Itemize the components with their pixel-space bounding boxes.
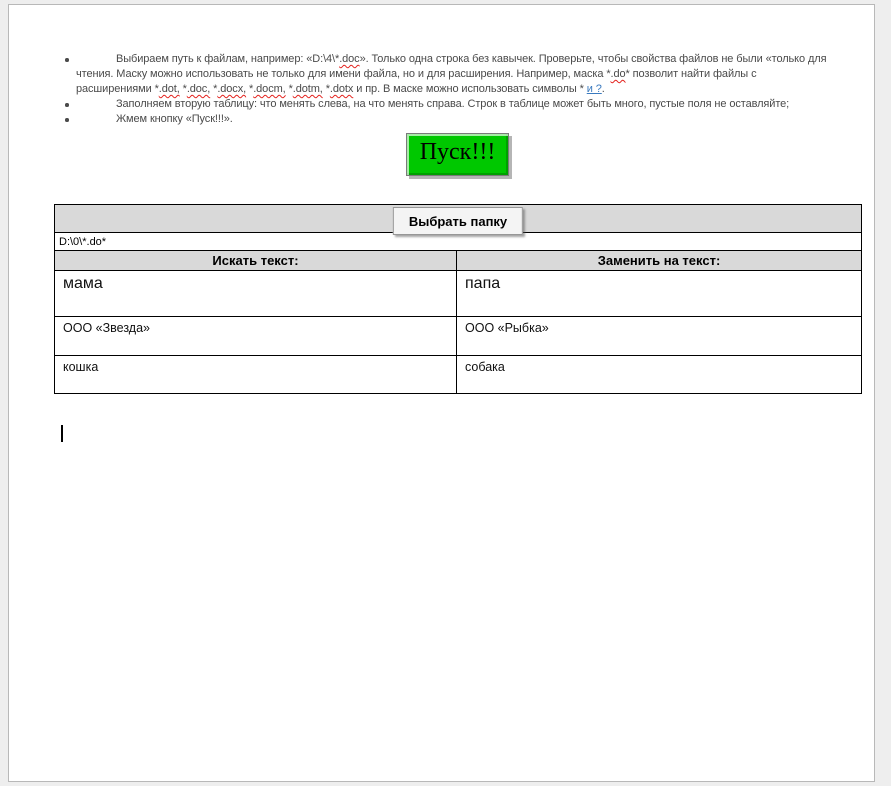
search-text-cell[interactable]: мама [55, 271, 457, 317]
text-cursor [61, 425, 63, 442]
spellcheck-word: .dotx [329, 83, 354, 95]
search-text-cell[interactable]: кошка [55, 356, 457, 394]
text-segment: * [210, 83, 218, 95]
text-segment: Жмем кнопку «Пуск!!!». [116, 113, 233, 125]
text-segment: и пр. В маске можно использовать символы * [353, 83, 587, 95]
table-row [55, 271, 862, 317]
spellcheck-word: .doc [339, 53, 360, 65]
replace-text-cell[interactable]: папа [457, 271, 862, 317]
search-column-header: Искать текст: [55, 251, 457, 271]
inline-link[interactable]: и ? [586, 83, 602, 95]
text-segment: * [246, 83, 254, 95]
text-segment: Выбираем путь к файлам, например: «D:\4\* [116, 53, 340, 65]
bullet-item [76, 97, 833, 112]
start-macro-button[interactable]: Пуск!!! [406, 133, 510, 176]
bullet-list [76, 52, 833, 127]
spellcheck-word: .dot, [158, 83, 180, 95]
replace-text-cell[interactable]: собака [457, 356, 862, 394]
text-segment: Заполняем вторую таблицу: что менять слева, на что менять справа. Строк в таблице может быть много, пустые поля не оставляйте; [116, 98, 790, 110]
replace-column-header: Заменить на текст: [457, 251, 862, 271]
text-segment: ». Только одна строка без кавычек. Проверьте, чтобы свойства файлов не были «только для чтения. Маску можно использовать не только для имени файла, но и для расширения. Например, маска * [76, 53, 827, 80]
find-replace-table [54, 204, 862, 394]
table-row [55, 356, 862, 394]
spellcheck-word: .do [610, 68, 626, 80]
text-segment: * позволит найти файлы с расширениями * [76, 68, 757, 95]
document-page[interactable] [8, 4, 875, 782]
text-segment: * [285, 83, 293, 95]
spellcheck-word: .docm, [253, 83, 286, 95]
bullet-item [76, 112, 833, 127]
spellcheck-word: .doc, [186, 83, 211, 95]
bullet-item [76, 52, 833, 97]
replace-text-cell[interactable]: ООО «Рыбка» [457, 317, 862, 356]
text-segment: . [601, 83, 605, 95]
start-button-row [54, 133, 861, 176]
path-input-cell[interactable]: D:\0\*.do* [55, 233, 862, 251]
spellcheck-word: .docx, [217, 83, 247, 95]
text-segment: * [322, 83, 330, 95]
spellcheck-word: .dotm, [292, 83, 323, 95]
table-row [55, 317, 862, 356]
toolbar-cell [55, 205, 862, 233]
search-text-cell[interactable]: ООО «Звезда» [55, 317, 457, 356]
choose-folder-button[interactable]: Выбрать папку [393, 207, 523, 235]
text-segment: * [179, 83, 187, 95]
